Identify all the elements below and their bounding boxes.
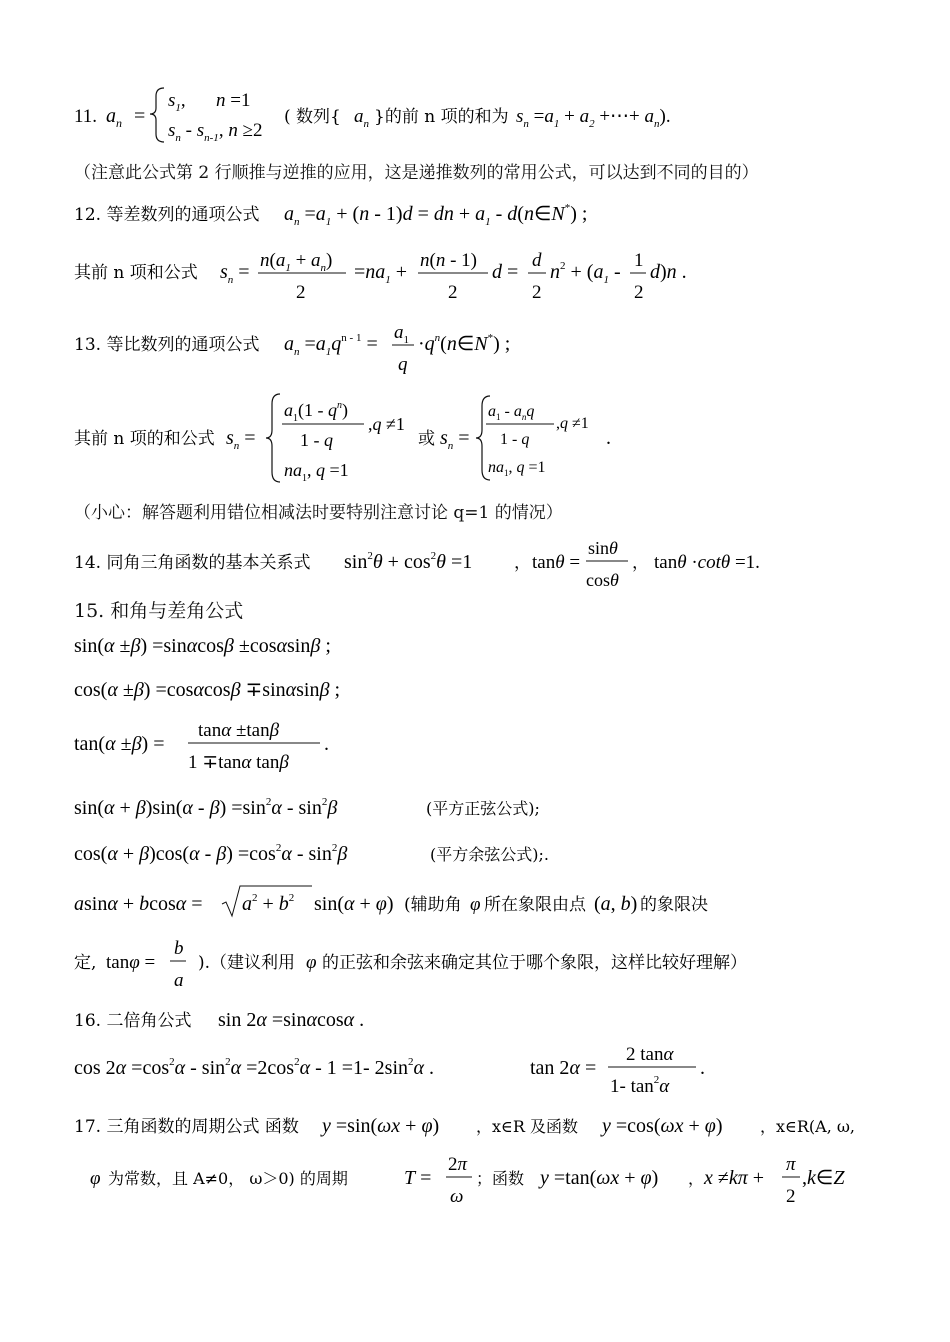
svg-text:所在象限由点: 所在象限由点 [484,895,586,915]
svg-text:tanθ =: tanθ = [532,552,581,573]
svg-text:cos 2α =cos2α - sin2α =2cos2α: $\cos 2\alpha =\cos^2\alpha - \sin^2\alpha =2\cos^2\alpha - 1 =1-$ $2\sin^2\alpha$ . [74,1056,435,1079]
svg-text:或: 或 [418,429,435,449]
svg-text:.: . [324,733,329,755]
svg-text:an =a1 + (n - 1)d = dn + a1 -: $a_n =a_1 + (n - 1)d$ = dn + $a_1$ - d(n∈N*) ; [284,202,588,228]
svg-text:an: $a_n$ [106,105,122,130]
svg-text:tanθ ·cotθ =1.: tanθ ·cotθ =1. [654,552,760,573]
svg-text:定,: 定, [74,953,97,973]
svg-text:a: a [174,970,184,991]
svg-text:a1 - anq: $a_1 - a_nq$ [488,403,535,422]
svg-text:16. 二倍角公式: 16. 二倍角公式 [74,1011,192,1031]
svg-text:s1,: $s_1$, [168,90,186,114]
formula-17 [74,1110,874,1142]
svg-text:1: 1 [634,250,644,271]
svg-text:(平方正弦公式);: (平方正弦公式); [426,799,540,818]
formula-12-sum [74,244,714,304]
svg-text:na1, q =1: $na_1$, q =1 [284,460,349,484]
formula-15g [74,934,874,996]
svg-text:φ: φ [90,1168,101,1189]
formula-11 [74,84,754,144]
svg-text:tan(α ±β) =: tan(α ±β) = [74,733,165,755]
svg-text:,k∈Z: ,k∈Z [802,1167,845,1189]
svg-text:an: $a_n$ [354,106,369,130]
svg-text:其前 n 项的和公式: 其前 n 项的和公式 [74,429,215,449]
formula-16b [74,1040,794,1102]
svg-text:T =: T = [404,1167,432,1189]
svg-text:q: q [398,354,408,375]
svg-text:d: d [532,250,542,271]
svg-text:a2 + b2: $a^2 + b^2$ [242,892,295,915]
svg-text:x ≠kπ +: x ≠kπ + [704,1167,765,1189]
formula-15e [74,838,654,870]
svg-text:y =sin(ωx + φ): y =sin(ωx + φ) [322,1115,440,1137]
svg-text:tanα ±tanβ: tanα ±tanβ [198,720,280,741]
svg-text:sin 2α =sinαcosα .: sin 2α =sinαcosα . [218,1009,365,1031]
svg-text:2π: 2π [448,1154,468,1175]
svg-text:sin(α + φ): sin(α + φ) [314,893,394,915]
svg-text:=na1 +: $=na_1$ + [354,261,408,286]
svg-text:,q ≠1: ,q ≠1 [556,415,589,432]
svg-text:2: 2 [448,282,458,303]
svg-text:y =cos(ωx + φ): y =cos(ωx + φ) [602,1115,723,1137]
svg-text:，: ， [514,553,531,573]
svg-text:cosθ: cosθ [586,570,619,590]
svg-text:为常数，且 A≠0， ω＞0) 的周期: 为常数，且 A≠0， ω＞0) 的周期 [108,1169,348,1188]
svg-text:(辅助角: (辅助角 [404,895,462,915]
svg-text:14. 同角三角函数的基本关系式: 14. 同角三角函数的基本关系式 [74,553,311,573]
svg-text:1 ∓tanα tanβ: 1 ∓tanα tanβ [188,752,289,773]
svg-text:n =1: n =1 [216,90,251,111]
formula-15f [74,882,874,922]
svg-text:1 - q: 1 - q [300,430,333,450]
svg-text:ω: ω [450,1186,464,1207]
svg-text:tanφ =: tanφ = [106,952,156,973]
svg-text:n(a1 + an): $n(a_1 + a_n)$ [260,250,333,274]
svg-text:1 - q: 1 - q [500,431,530,448]
formula-15c [74,716,434,776]
svg-text:2 tanα: 2 tanα [626,1044,674,1065]
svg-text:).（建议利用: ).（建议利用 [198,953,296,973]
svg-text:sin(α + β)sin(α - β) =sin2α -: $\sin(\alpha + \beta)\sin(\alpha - \beta) =\sin^2\alpha - \sin^2\beta$ [74,796,338,819]
svg-text:12. 等差数列的通项公式: 12. 等差数列的通项公式 [74,205,260,225]
svg-text:sin2θ + cos2θ =1: $\sin^2\theta + \cos^2\theta =1$ [344,550,473,573]
svg-text:,q ≠1: ,q ≠1 [368,414,405,434]
svg-text:sn =: $s_n$ = [440,427,470,452]
svg-text:}的前 n 项的和为: }的前 n 项的和为 [374,107,509,127]
svg-text:sin(α ±β) =sinαcosβ ±cosαsinβ: sin(α ±β) =sinαcosβ ±cosαsinβ ; [74,635,331,657]
formula-16 [74,1004,494,1036]
svg-text:sinθ: sinθ [588,538,618,558]
svg-text:sn =: $s_n$ = [226,427,256,452]
svg-text:；函数: ；函数 [476,1169,525,1188]
svg-text:2: 2 [532,282,542,303]
svg-text:，: ， [632,553,649,573]
svg-text:其前 n 项和公式: 其前 n 项和公式 [74,263,198,283]
svg-text:(平方余弦公式);.: (平方余弦公式);. [430,845,549,864]
svg-text:n2 + (a1 -: $n^2 + (a_1$ - [550,260,621,286]
svg-text:1- tan2α: 1- $\tan^2\alpha$ [610,1074,670,1097]
svg-text:n(n - 1): n(n - 1) [420,250,477,271]
formula-13 [74,318,594,376]
note-11: （注意此公式第 2 行顺推与逆推的应用，这是递推数列的常用公式，可以达到不同的目的） [74,163,759,183]
svg-text:11.: 11. [74,106,98,127]
formula-15a [74,630,494,662]
svg-text:，x∈R(A, ω,: ，x∈R(A, ω, [760,1117,856,1136]
svg-text:tan 2α =: tan 2α = [530,1057,597,1079]
svg-text:d =: d = [492,261,519,283]
svg-text:的正弦和余弦来确定其位于哪个象限，这样比较好理解）: 的正弦和余弦来确定其位于哪个象限，这样比较好理解） [322,953,747,973]
note-13: （小心：解答题利用错位相减法时要特别注意讨论 q=1 的情况） [74,503,563,523]
svg-text:·qn(n∈N*) ;: $\cdot q^n(n\in N^*)$ ; [418,332,511,355]
svg-text:2: 2 [634,282,644,303]
svg-text:a1: $a_1$ [394,322,409,346]
svg-text:y =tan(ωx + φ): y =tan(ωx + φ) [540,1167,659,1189]
formula-15d [74,792,654,824]
svg-text:d)n .: d)n . [650,261,687,283]
svg-text:13. 等比数列的通项公式: 13. 等比数列的通项公式 [74,335,260,355]
svg-text:.: . [606,427,611,449]
svg-text:π: π [786,1154,796,1175]
svg-text:2: 2 [296,282,306,303]
svg-text:2: 2 [786,1186,796,1207]
svg-text:b: b [174,938,184,959]
svg-text:，: ， [688,1169,705,1188]
svg-text:sn =a1 + a2 +⋯+ an).: $s_n =a_1 + a_2$ +⋯+ $a_n$). [516,106,671,130]
svg-text:.: . [700,1057,705,1079]
svg-text:φ: φ [470,894,481,915]
svg-text:17. 三角函数的周期公式 函数: 17. 三角函数的周期公式 函数 [74,1117,299,1137]
svg-text:asinα + bcosα =: asinα + bcosα = [74,893,203,915]
svg-text:an =a1qn - 1 =: $a_n =a_1q^{n - 1}$ = [284,332,378,358]
svg-text:(a, b): (a, b) [594,893,638,915]
formula-14 [74,534,834,596]
svg-text:sn - sn-1, n ≥2: $s_n - s_{n-1}$, n ≥2 [168,120,263,144]
formula-12 [74,198,694,230]
svg-text:，x∈R 及函数: ，x∈R 及函数 [476,1117,579,1136]
svg-text:a1(1 - qn): $a_1(1 - q^n)$ [284,400,348,424]
heading-15: 15. 和角与差角公式 [74,600,244,622]
svg-text:cos(α + β)cos(α - β) =cos2α -: $\cos(\alpha + \beta)\cos(\alpha - \beta) =\cos^2\alpha - \sin^2\beta$ [74,842,348,865]
svg-text:=: = [134,105,146,127]
svg-text:φ: φ [306,952,317,973]
formula-15b [74,674,494,706]
svg-text:的象限决: 的象限决 [640,895,708,915]
svg-text:cos(α ±β) =cosαcosβ ∓sinαsinβ: cos(α ±β) =cosαcosβ ∓sinαsinβ ; [74,679,341,701]
svg-text:na1, q =1: $na_1$, q =1 [488,459,546,478]
svg-text:( 数列{: ( 数列{ [284,107,341,127]
formula-17b [74,1150,874,1212]
svg-text:sn =: $s_n$ = [220,261,250,286]
formula-13-sum [74,390,674,488]
